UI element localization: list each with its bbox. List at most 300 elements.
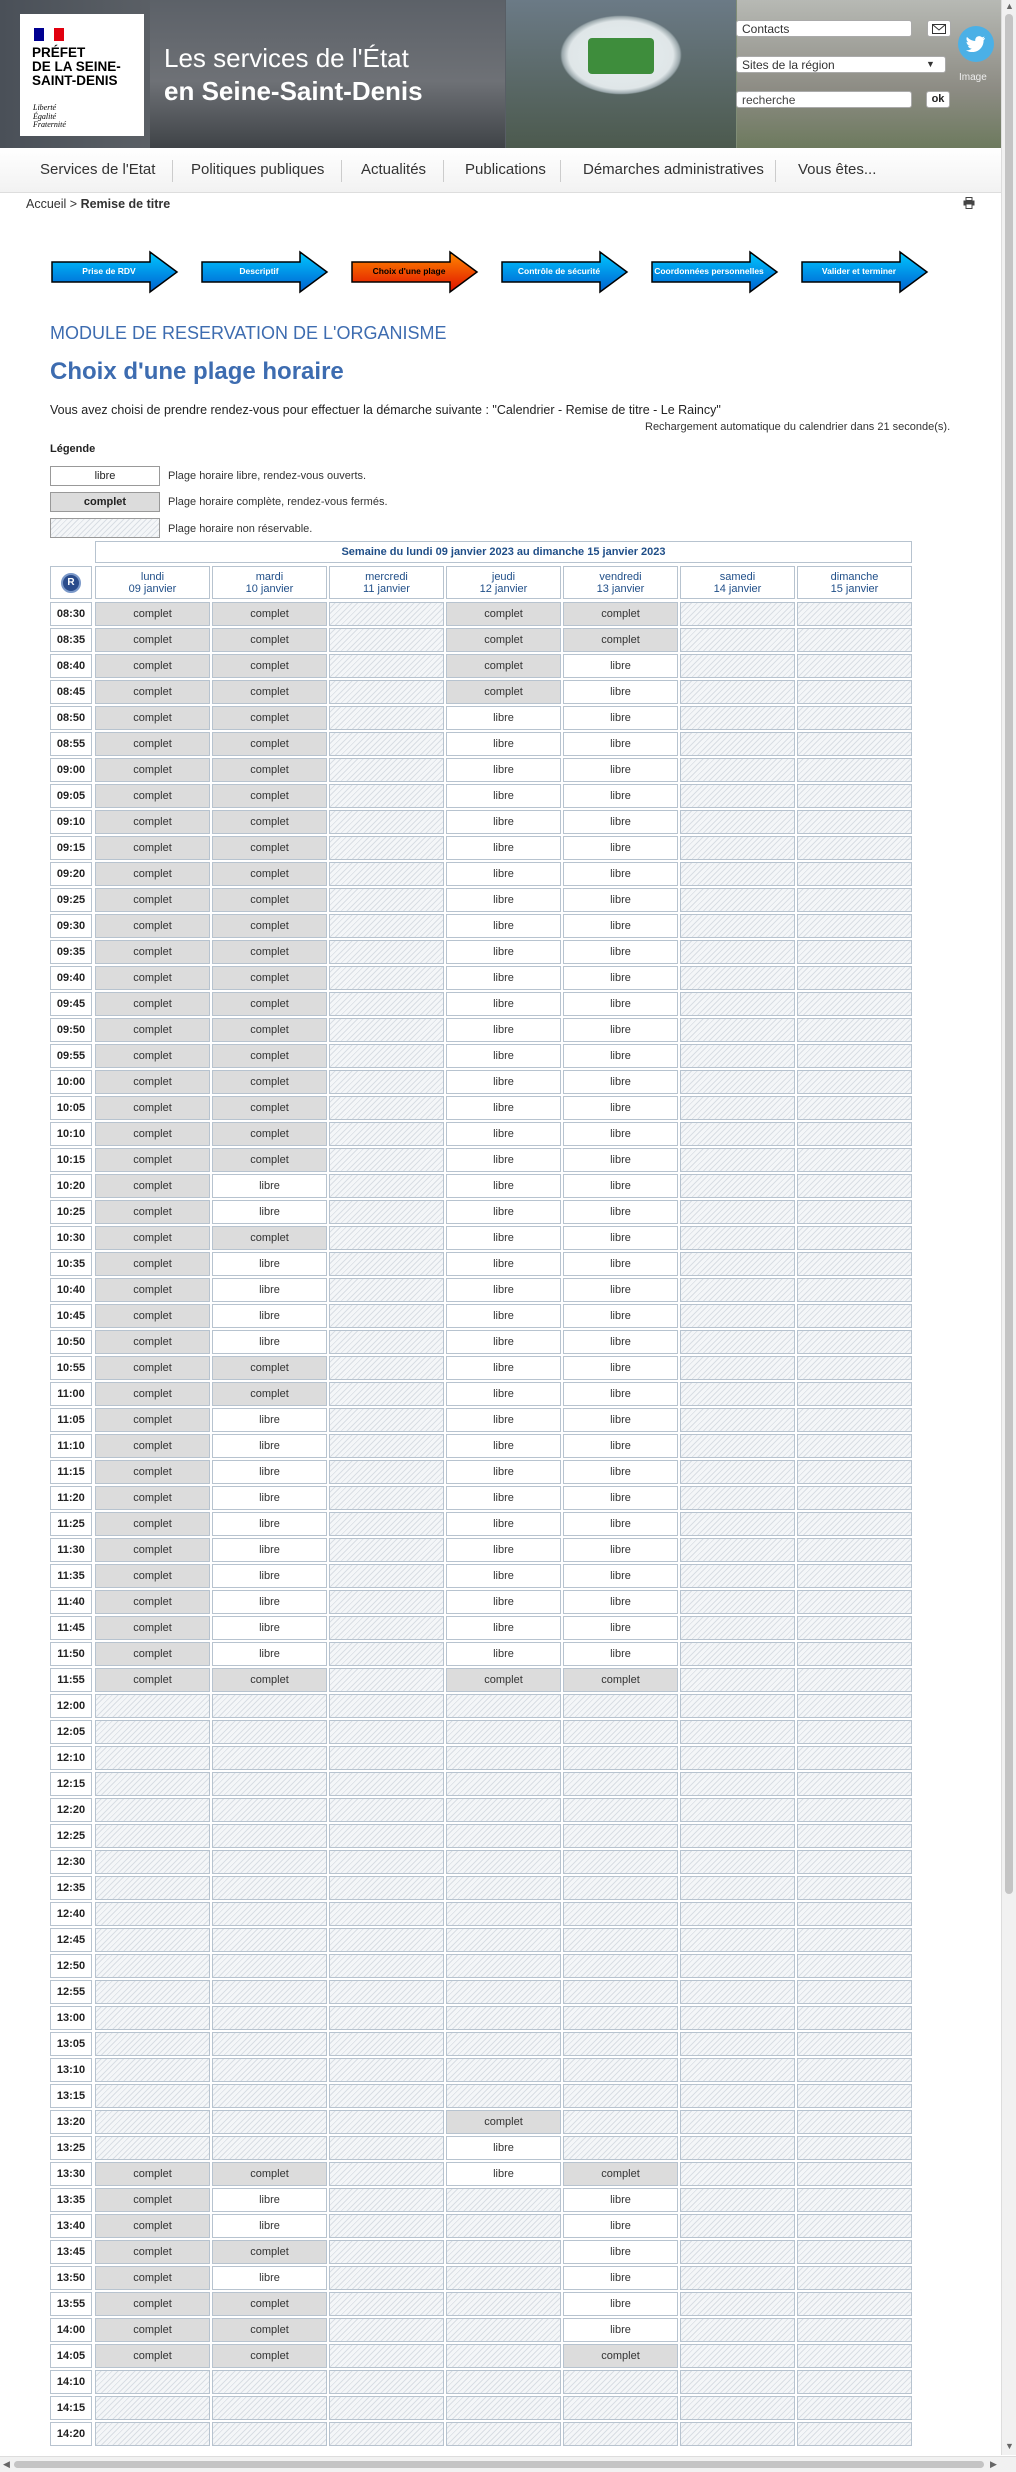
slot-free[interactable]: libre [446,1148,561,1172]
step-1[interactable] [50,250,178,292]
slot-free[interactable]: libre [446,1382,561,1406]
slot-full: complet [95,2266,210,2290]
breadcrumb: Accueil > Remise de titre [26,197,171,211]
slot-unavailable [329,1382,444,1406]
slot-free[interactable]: libre [563,1616,678,1640]
slot-unavailable [563,2058,678,2082]
nav-politiques[interactable]: Politiques publiques [191,161,325,178]
horizontal-scrollbar[interactable]: ◀ ▶ [0,2456,1016,2472]
slot-full: complet [212,810,327,834]
time-label: 11:40 [50,1590,92,1614]
time-label: 10:40 [50,1278,92,1302]
slot-unavailable [95,1902,210,1926]
slot-unavailable [446,1798,561,1822]
slot-unavailable [797,1122,912,1146]
slot-free[interactable]: libre [563,810,678,834]
slot-free[interactable]: libre [563,1200,678,1224]
step-2[interactable] [200,250,328,292]
slot-full: complet [95,862,210,886]
nav-vous-etes[interactable]: Vous êtes... [798,161,877,178]
slot-full: complet [95,1200,210,1224]
slot-free[interactable]: libre [563,1408,678,1432]
prefet-logo[interactable] [20,14,144,136]
search-ok-button[interactable]: ok [926,91,950,108]
slot-free[interactable]: libre [446,1044,561,1068]
slot-unavailable [797,628,912,652]
time-label: 11:45 [50,1616,92,1640]
time-label: 10:10 [50,1122,92,1146]
time-row [50,1096,914,1122]
slot-full: complet [212,1070,327,1094]
time-row [50,1720,914,1746]
slot-unavailable [680,1096,795,1120]
slot-free[interactable]: libre [563,1382,678,1406]
slot-free[interactable]: libre [563,2240,678,2264]
slot-full: complet [212,1096,327,1120]
slot-unavailable [329,2162,444,2186]
slot-full: complet [95,888,210,912]
time-row [50,2292,914,2318]
slot-free[interactable]: libre [446,1460,561,1484]
time-label: 09:30 [50,914,92,938]
slot-free[interactable]: libre [446,1538,561,1562]
time-row [50,1304,914,1330]
slot-free[interactable]: libre [446,1330,561,1354]
step-label: Coordonnées personnelles [654,266,764,276]
search-input[interactable]: recherche [736,91,912,108]
slot-unavailable [680,1148,795,1172]
time-row [50,1512,914,1538]
slot-unavailable [797,2110,912,2134]
slot-free[interactable]: libre [563,1278,678,1302]
slot-unavailable [680,1954,795,1978]
slot-unavailable [563,2032,678,2056]
slot-free[interactable]: libre [446,1590,561,1614]
time-row [50,1590,914,1616]
time-row [50,602,914,628]
slot-free[interactable]: libre [446,1564,561,1588]
time-row [50,2058,914,2084]
slot-free[interactable]: libre [446,1252,561,1276]
time-label: 10:50 [50,1330,92,1354]
slot-unavailable [329,2370,444,2394]
slot-free[interactable]: libre [563,2266,678,2290]
slot-unavailable [329,2032,444,2056]
legend-text-full: Plage horaire complète, rendez-vous fermés. [168,496,388,508]
slot-free[interactable]: libre [212,2214,327,2238]
chevron-down-icon[interactable]: ▼ [926,59,935,69]
slot-full: complet [212,628,327,652]
slot-unavailable [680,2396,795,2420]
slot-free[interactable]: libre [446,836,561,860]
slot-free[interactable]: libre [446,1122,561,1146]
slot-unavailable [329,1538,444,1562]
slot-free[interactable]: libre [563,732,678,756]
slot-free[interactable]: libre [212,1616,327,1640]
slot-free[interactable]: libre [212,1642,327,1666]
slot-free[interactable]: libre [212,1200,327,1224]
slot-unavailable [329,1044,444,1068]
slot-unavailable [329,1356,444,1380]
time-row [50,966,914,992]
slot-free[interactable]: libre [563,888,678,912]
slot-unavailable [329,1096,444,1120]
slot-free[interactable]: libre [212,1252,327,1276]
slot-unavailable [329,992,444,1016]
slot-free[interactable]: libre [563,1018,678,1042]
slot-free[interactable]: libre [446,1486,561,1510]
slot-free[interactable]: libre [212,1590,327,1614]
slot-unavailable [563,1720,678,1744]
time-row [50,1018,914,1044]
week-title: Semaine du lundi 09 janvier 2023 au dimanche 15 janvier 2023 [95,541,912,563]
slot-full: complet [95,1408,210,1432]
slot-free[interactable]: libre [563,1460,678,1484]
slot-unavailable [680,1460,795,1484]
slot-unavailable [212,1720,327,1744]
twitter-icon[interactable] [958,26,994,62]
slot-free[interactable]: libre [563,1096,678,1120]
time-label: 09:45 [50,992,92,1016]
slot-free[interactable]: libre [563,784,678,808]
slot-unavailable [563,1798,678,1822]
slot-free[interactable]: libre [212,1174,327,1198]
slot-free[interactable]: libre [563,706,678,730]
slot-free[interactable]: libre [446,1226,561,1250]
slot-free[interactable]: libre [446,1200,561,1224]
slot-free[interactable]: libre [446,706,561,730]
time-row [50,706,914,732]
slot-unavailable [680,1902,795,1926]
time-label: 13:50 [50,2266,92,2290]
time-label: 08:55 [50,732,92,756]
slot-unavailable [797,758,912,782]
slot-unavailable [446,2422,561,2446]
slot-unavailable [797,1330,912,1354]
slot-full: complet [95,1278,210,1302]
slot-full: complet [95,654,210,678]
time-label: 13:30 [50,2162,92,2186]
slot-unavailable [797,1070,912,1094]
step-4[interactable] [500,250,628,292]
slot-free[interactable]: libre [563,836,678,860]
slot-free[interactable]: libre [212,1408,327,1432]
slot-full: complet [212,758,327,782]
slot-free[interactable]: libre [446,1278,561,1302]
slot-free[interactable]: libre [212,1434,327,1458]
time-row [50,2136,914,2162]
slot-free[interactable]: libre [446,940,561,964]
slot-unavailable [446,1850,561,1874]
print-icon[interactable] [963,196,975,212]
slot-unavailable [329,2292,444,2316]
slot-free[interactable]: libre [563,1642,678,1666]
step-label: Choix d'une plage [372,266,446,276]
slot-unavailable [563,1694,678,1718]
slot-full: complet [95,966,210,990]
main-nav [0,148,1001,193]
slot-free[interactable]: libre [446,1096,561,1120]
slot-full: complet [212,1122,327,1146]
slot-unavailable [680,1746,795,1770]
slot-free[interactable]: libre [563,1356,678,1380]
slot-free[interactable]: libre [446,1616,561,1640]
slot-unavailable [797,1382,912,1406]
slot-free[interactable]: libre [563,1044,678,1068]
slot-unavailable [680,706,795,730]
slot-free[interactable]: libre [446,1434,561,1458]
slot-unavailable [95,2110,210,2134]
slot-unavailable [212,1954,327,1978]
time-row [50,888,914,914]
slot-free[interactable]: libre [446,1642,561,1666]
nav-actualites[interactable]: Actualités [361,161,427,178]
slot-unavailable [446,2370,561,2394]
slot-unavailable [797,1226,912,1250]
slot-free[interactable]: libre [446,1408,561,1432]
slot-free[interactable]: libre [212,1330,327,1354]
slot-unavailable [797,1304,912,1328]
slot-unavailable [446,1694,561,1718]
slot-unavailable [446,2292,561,2316]
nav-publications[interactable]: Publications [465,161,546,178]
slot-free[interactable]: libre [446,1512,561,1536]
time-label: 11:50 [50,1642,92,1666]
slot-unavailable [797,706,912,730]
slot-unavailable [95,1824,210,1848]
slot-unavailable [563,1850,678,1874]
time-row [50,2266,914,2292]
slot-unavailable [329,940,444,964]
time-label: 08:40 [50,654,92,678]
slot-free[interactable]: libre [563,1174,678,1198]
slot-free[interactable]: libre [563,1122,678,1146]
slot-unavailable [212,2032,327,2056]
slot-full: complet [212,1044,327,1068]
slot-free[interactable]: libre [563,1564,678,1588]
slot-free[interactable]: libre [563,2188,678,2212]
time-label: 09:05 [50,784,92,808]
slot-unavailable [680,836,795,860]
time-label: 13:25 [50,2136,92,2160]
slot-unavailable [797,2032,912,2056]
slot-free[interactable]: libre [446,810,561,834]
time-row [50,1746,914,1772]
slot-unavailable [797,1590,912,1614]
slot-free[interactable]: libre [446,784,561,808]
refresh-calendar-icon[interactable]: R [50,566,92,599]
slot-free[interactable]: libre [212,1304,327,1328]
day-header-lundi: lundi 09 janvier [95,566,210,599]
nav-services[interactable]: Services de l'Etat [40,161,156,178]
slot-free[interactable]: libre [563,1512,678,1536]
step-6[interactable] [800,250,928,292]
slot-free[interactable]: libre [446,758,561,782]
slot-free[interactable]: libre [563,1304,678,1328]
slot-unavailable [797,914,912,938]
time-label: 14:10 [50,2370,92,2394]
time-row [50,836,914,862]
contacts-field[interactable]: Contacts [736,20,912,37]
mail-icon[interactable] [927,20,951,37]
site-header [0,0,1001,148]
slot-unavailable [212,2110,327,2134]
time-label: 13:35 [50,2188,92,2212]
slot-free[interactable]: libre [212,1460,327,1484]
slot-unavailable [797,1616,912,1640]
slot-free[interactable]: libre [563,1252,678,1276]
slot-unavailable [797,1720,912,1744]
slot-unavailable [329,1226,444,1250]
slot-full: complet [95,1044,210,1068]
slot-unavailable [797,1928,912,1952]
slot-free[interactable]: libre [563,1148,678,1172]
slot-unavailable [680,1850,795,1874]
slot-free[interactable]: libre [563,2214,678,2238]
slot-free[interactable]: libre [563,1434,678,1458]
slot-free[interactable]: libre [563,914,678,938]
vertical-scrollbar[interactable]: ▲ ▼ [1001,0,1016,2455]
step-3[interactable] [350,250,478,292]
slot-free[interactable]: libre [446,2162,561,2186]
slot-free[interactable]: libre [212,2188,327,2212]
slot-unavailable [797,1876,912,1900]
slot-unavailable [329,1642,444,1666]
slot-unavailable [680,1226,795,1250]
slot-free[interactable]: libre [212,1486,327,1510]
slot-unavailable [680,2006,795,2030]
slot-unavailable [446,1954,561,1978]
slot-free[interactable]: libre [212,1278,327,1302]
slot-free[interactable]: libre [563,1590,678,1614]
slot-free[interactable]: libre [563,1070,678,1094]
slot-unavailable [329,732,444,756]
slot-unavailable [95,1746,210,1770]
slot-free[interactable]: libre [563,992,678,1016]
slot-full: complet [95,758,210,782]
slot-unavailable [680,2240,795,2264]
step-label: Descriptif [239,266,279,276]
slot-full: complet [95,1018,210,1042]
slot-free[interactable]: libre [563,1538,678,1562]
slot-unavailable [680,1434,795,1458]
slot-unavailable [329,706,444,730]
slot-unavailable [329,654,444,678]
time-label: 10:05 [50,1096,92,1120]
slot-unavailable [95,2006,210,2030]
slot-full: complet [212,966,327,990]
slot-free[interactable]: libre [446,966,561,990]
time-row [50,1330,914,1356]
slot-free[interactable]: libre [563,654,678,678]
time-row [50,2422,914,2448]
slot-free[interactable]: libre [563,1226,678,1250]
slot-free[interactable]: libre [563,1330,678,1354]
slot-free[interactable]: libre [212,1538,327,1562]
slot-full: complet [95,1668,210,1692]
slot-unavailable [680,1252,795,1276]
step-5[interactable] [650,250,778,292]
slot-unavailable [329,1902,444,1926]
slot-free[interactable]: libre [446,1304,561,1328]
slot-free[interactable]: libre [212,1564,327,1588]
time-label: 09:35 [50,940,92,964]
slot-free[interactable]: libre [446,1174,561,1198]
slot-unavailable [797,2162,912,2186]
sites-region-select[interactable]: Sites de la région [736,56,946,73]
slot-unavailable [563,2396,678,2420]
slot-full: complet [95,1616,210,1640]
time-label: 10:55 [50,1356,92,1380]
slot-unavailable [446,2084,561,2108]
slot-free[interactable]: libre [212,2266,327,2290]
slot-free[interactable]: libre [446,1018,561,1042]
time-row [50,992,914,1018]
slot-free[interactable]: libre [563,680,678,704]
slot-free[interactable]: libre [446,992,561,1016]
slot-full: complet [212,992,327,1016]
nav-demarches[interactable]: Démarches administratives [583,161,764,178]
slot-unavailable [563,1928,678,1952]
time-row [50,862,914,888]
slot-full: complet [212,2318,327,2342]
marianne-flag-icon [34,28,64,41]
slot-free[interactable]: libre [563,1486,678,1510]
slot-unavailable [680,2032,795,2056]
slot-free[interactable]: libre [563,2318,678,2342]
time-label: 11:55 [50,1668,92,1692]
slot-unavailable [797,2318,912,2342]
time-row [50,654,914,680]
slot-unavailable [329,1668,444,1692]
day-header-vendredi: vendredi 13 janvier [563,566,678,599]
slot-unavailable [212,2058,327,2082]
time-row [50,2188,914,2214]
slot-free[interactable]: libre [212,1512,327,1536]
slot-full: complet [212,1382,327,1406]
slot-free[interactable]: libre [446,1356,561,1380]
slot-full: complet [212,888,327,912]
slot-unavailable [212,1772,327,1796]
time-row [50,1044,914,1070]
slot-unavailable [212,1902,327,1926]
slot-free[interactable]: libre [446,888,561,912]
slot-free[interactable]: libre [563,2292,678,2316]
breadcrumb-home[interactable]: Accueil [26,197,67,211]
slot-free[interactable]: libre [446,914,561,938]
slot-full: complet [212,940,327,964]
slot-unavailable [329,1434,444,1458]
slot-full: complet [446,2110,561,2134]
slot-free[interactable]: libre [446,862,561,886]
slot-unavailable [680,1928,795,1952]
slot-unavailable [680,2422,795,2446]
slot-free[interactable]: libre [446,2136,561,2160]
slot-unavailable [680,888,795,912]
slot-unavailable [680,1876,795,1900]
slot-free[interactable]: libre [446,732,561,756]
slot-unavailable [329,914,444,938]
site-title[interactable]: Les services de l'État en Seine-Saint-Denis [164,43,423,106]
slot-free[interactable]: libre [446,1070,561,1094]
slot-free[interactable]: libre [563,758,678,782]
slot-free[interactable]: libre [563,862,678,886]
slot-free[interactable]: libre [563,940,678,964]
slot-unavailable [797,2006,912,2030]
time-label: 14:15 [50,2396,92,2420]
slot-unavailable [563,1824,678,1848]
slot-free[interactable]: libre [563,966,678,990]
